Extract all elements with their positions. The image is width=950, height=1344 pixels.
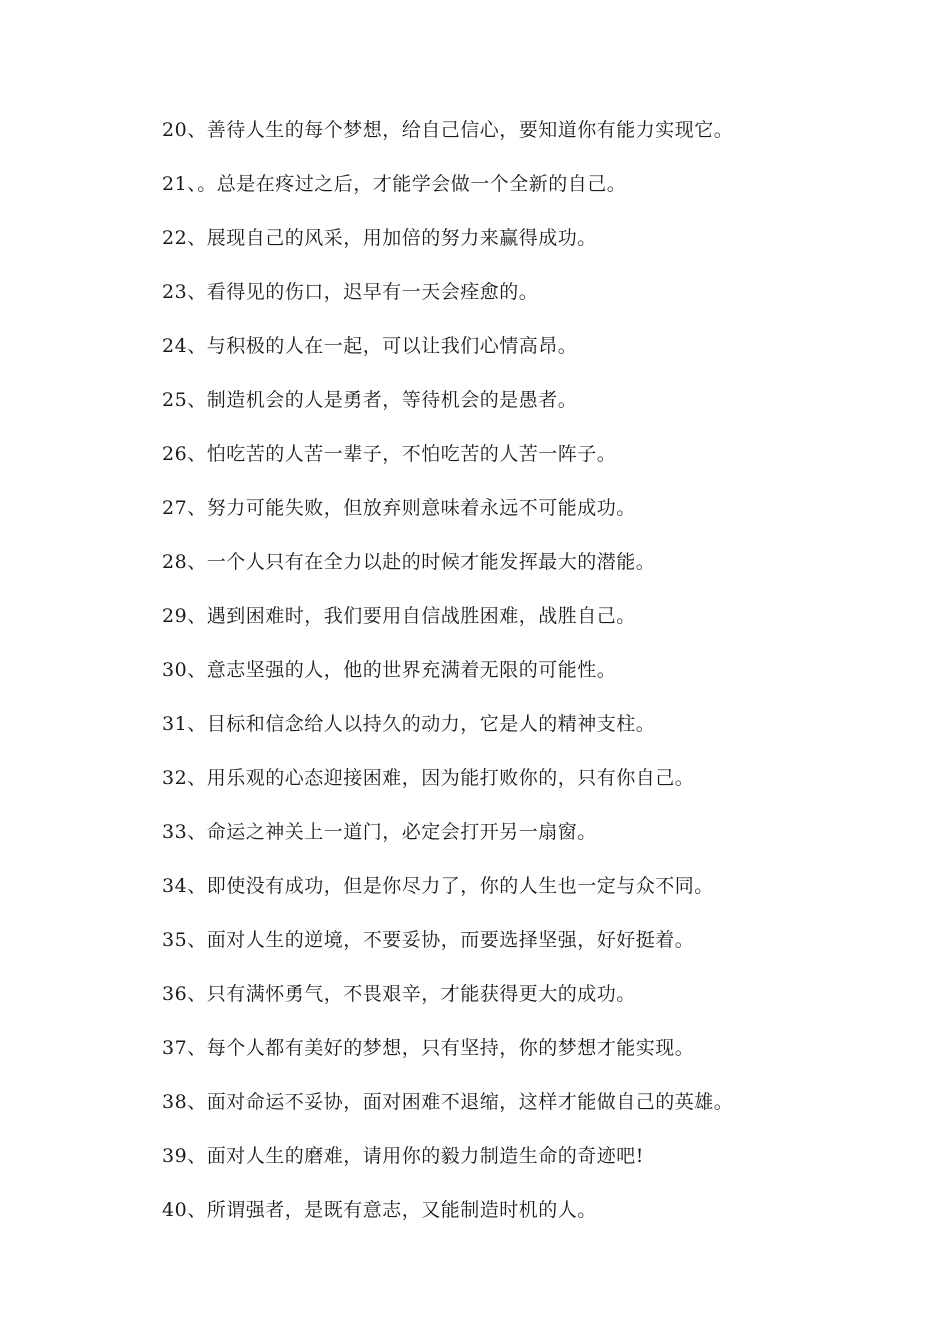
item-number: 30 [162,659,188,681]
item-text: 、展现自己的风采，用加倍的努力来赢得成功。 [187,227,597,249]
list-item [162,1138,842,1192]
item-text: 、只有满怀勇气，不畏艰辛，才能获得更大的成功。 [187,983,636,1005]
item-text: 、努力可能失败，但放弃则意味着永远不可能成功。 [187,497,636,519]
item-text: 、看得见的伤口，迟早有一天会痊愈的。 [187,281,539,303]
list-item [162,220,842,274]
item-text: 、面对人生的逆境，不要妥协，而要选择坚强，好好挺着。 [187,929,695,951]
list-item [162,598,842,652]
list-item [162,868,842,922]
list-item [162,1192,842,1246]
list-item [162,328,842,382]
item-number: 36 [162,983,188,1005]
item-number: 40 [162,1199,188,1221]
list-item [162,274,842,328]
item-number: 33 [162,821,188,843]
list-item [162,166,842,220]
item-number: 26 [162,443,188,465]
list-item [162,1030,842,1084]
list-item [162,976,842,1030]
item-text: 、遇到困难时，我们要用自信战胜困难，战胜自己。 [187,605,636,627]
item-text: 、用乐观的心态迎接困难，因为能打败你的，只有你自己。 [187,767,695,789]
item-text: 、目标和信念给人以持久的动力，它是人的精神支柱。 [187,713,656,735]
list-item [162,382,842,436]
item-text: 、每个人都有美好的梦想，只有坚持，你的梦想才能实现。 [187,1037,695,1059]
item-text: 、面对命运不妥协，面对困难不退缩，这样才能做自己的英雄。 [187,1091,734,1113]
list-item [162,490,842,544]
item-number: 21 [162,173,188,195]
item-number: 27 [162,497,188,519]
item-number: 31 [162,713,188,735]
item-text: 、制造机会的人是勇者，等待机会的是愚者。 [187,389,578,411]
item-number: 34 [162,875,188,897]
item-number: 32 [162,767,188,789]
item-number: 37 [162,1037,188,1059]
item-number: 29 [162,605,188,627]
item-text: 、与积极的人在一起，可以让我们心情高昂。 [187,335,578,357]
item-text: 、命运之神关上一道门，必定会打开另一扇窗。 [187,821,597,843]
item-text: 、即使没有成功，但是你尽力了，你的人生也一定与众不同。 [187,875,714,897]
list-item [162,544,842,598]
list-item [162,112,842,166]
item-number: 23 [162,281,188,303]
item-number: 20 [162,119,188,141]
item-number: 24 [162,335,188,357]
item-text: 、善待人生的每个梦想，给自己信心，要知道你有能力实现它。 [187,119,734,141]
list-item [162,922,842,976]
item-number: 39 [162,1145,188,1167]
item-text: 、一个人只有在全力以赴的时候才能发挥最大的潜能。 [187,551,656,573]
item-text: 、怕吃苦的人苦一辈子，不怕吃苦的人苦一阵子。 [187,443,617,465]
item-text: 、面对人生的磨难，请用你的毅力制造生命的奇迹吧! [187,1145,644,1167]
list-item [162,706,842,760]
list-item [162,814,842,868]
list-item [162,1084,842,1138]
item-text: 、。总是在疼过之后，才能学会做一个全新的自己。 [187,173,627,195]
list-item [162,436,842,490]
list-item [162,760,842,814]
item-number: 35 [162,929,188,951]
item-number: 28 [162,551,188,573]
item-text: 、所谓强者，是既有意志，又能制造时机的人。 [187,1199,597,1221]
item-number: 38 [162,1091,188,1113]
list-item [162,652,842,706]
item-number: 25 [162,389,188,411]
quote-list [162,112,842,1246]
item-number: 22 [162,227,188,249]
item-text: 、意志坚强的人，他的世界充满着无限的可能性。 [187,659,617,681]
